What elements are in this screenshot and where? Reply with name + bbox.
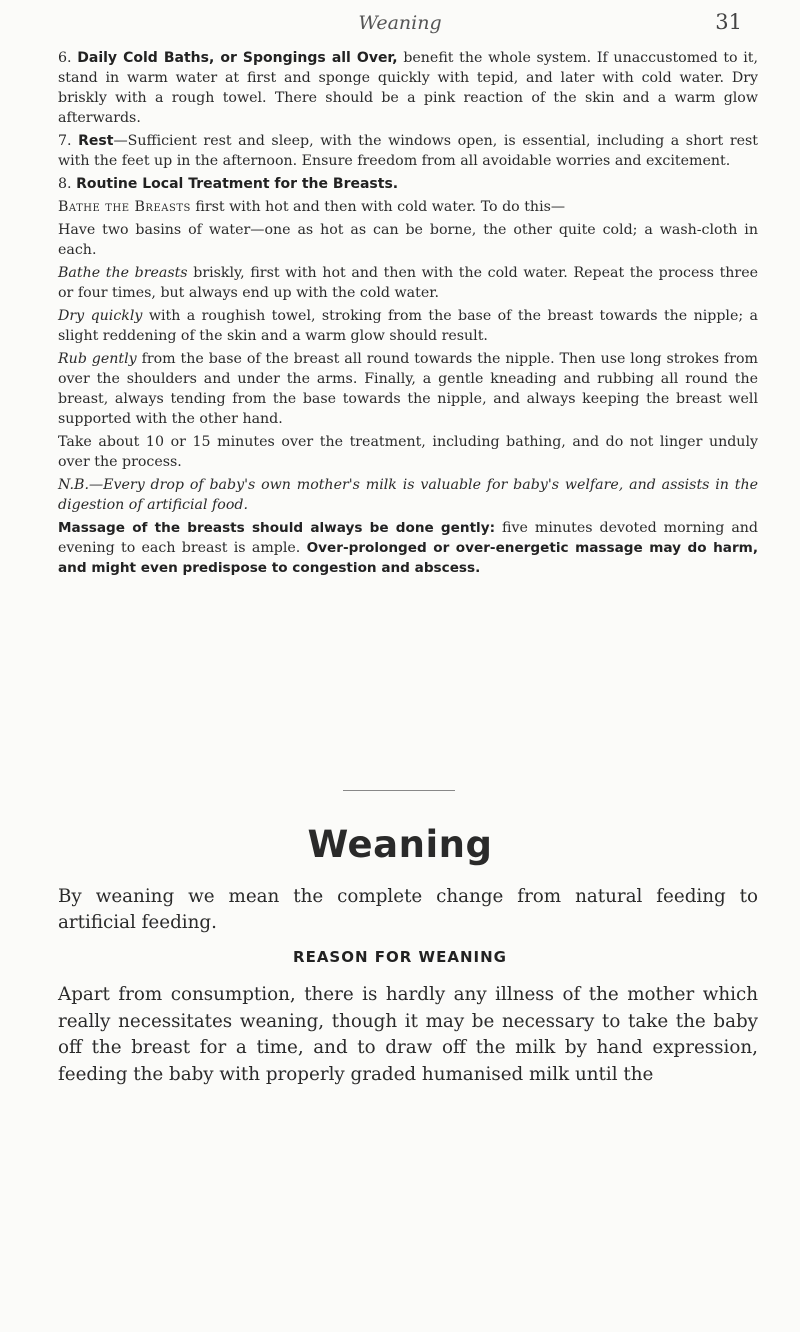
page-number: 31: [715, 10, 742, 34]
section-text: benefit the whole system. If unaccustomed to it, stand in warm water at first and sponge quickly with tepid, and later with cold water. Dry briskly with a rough towel. There should be a pink reaction of the skin and a warm glow afterwards.: [58, 50, 759, 126]
massage-heading: Massage of the breasts should always be done gently:: [58, 520, 496, 536]
section-8: [58, 174, 758, 194]
weaning-intro: [58, 884, 758, 936]
paragraph-text: first with hot and then with cold water. To do this—: [195, 199, 566, 215]
body-text: [58, 48, 758, 581]
nb-paragraph: N.B.—Every drop of baby's own mother's milk is valuable for baby's welfare, and assists in the digestion of artificial food.: [58, 477, 758, 513]
running-head: Weaning: [358, 12, 442, 34]
italic-lead: Bathe the breasts: [58, 265, 188, 281]
reason-body: [58, 982, 758, 1088]
chapter-title: Weaning: [307, 823, 493, 866]
section-7: [58, 131, 758, 171]
dry-paragraph: [58, 306, 758, 346]
section-heading: Routine Local Treatment for the Breasts.: [76, 176, 399, 192]
paragraph-text: five minutes devoted morning and evening to each breast is ample.: [58, 520, 758, 556]
section-heading: Rest: [78, 133, 114, 149]
subheading: REASON FOR WEANING: [293, 948, 507, 966]
intro-paragraph: By weaning we mean the complete change from natural feeding to artificial feeding.: [58, 886, 758, 933]
paragraph-text: from the base of the breast all round towards the nipple. Then use long strokes from over the shoulders and under the arms. Finally, a gentle kneading and rubbing all round the breast, always tending from the base towards the nipple, and always keeping the breast well supported with the other hand.: [58, 351, 759, 427]
massage-paragraph: [58, 518, 758, 578]
overprolonged-warning: Over-prolonged or over-energetic massage may do harm, and might even predispose to congestion and abscess.: [58, 540, 758, 576]
section-text: —Sufficient rest and sleep, with the windows open, is essential, including a short rest with the feet up in the afternoon. Ensure freedom from all avoidable worries and excitement.: [58, 133, 758, 169]
section-number: 8.: [58, 176, 72, 192]
italic-lead: Dry quickly: [58, 308, 143, 324]
take-paragraph: Take about 10 or 15 minutes over the treatment, including bathing, and do not linger unduly over the process.: [58, 434, 758, 470]
page-header: [0, 12, 800, 46]
italic-lead: Rub gently: [58, 351, 137, 367]
section-heading: Daily Cold Baths, or Spongings all Over,: [77, 50, 398, 66]
reason-paragraph: Apart from consumption, there is hardly any illness of the mother which really necessitates weaning, though it may be necessary to take the baby off the breast for a time, and to draw off the milk by hand expression, feeding the baby with properly graded humanised milk until the: [58, 984, 758, 1085]
small-caps-lead: Bathe the Breasts: [58, 199, 191, 215]
section-6: [58, 48, 758, 128]
paragraph-text: with a roughish towel, stroking from the base of the breast towards the nipple; a slight reddening of the skin and a warm glow should result.: [58, 308, 758, 344]
section-number: 7.: [58, 133, 72, 149]
rub-paragraph: [58, 349, 758, 429]
section-number: 6.: [58, 50, 72, 66]
bathe-paragraph: [58, 197, 758, 217]
section-divider: [343, 790, 455, 791]
basins-paragraph: Have two basins of water—one as hot as can be borne, the other quite cold; a wash-cloth in each.: [58, 222, 758, 258]
bathe-breasts-paragraph: [58, 263, 758, 303]
paragraph-text: briskly, first with hot and then with the cold water. Repeat the process three or four times, but always end up with the cold water.: [58, 265, 758, 301]
